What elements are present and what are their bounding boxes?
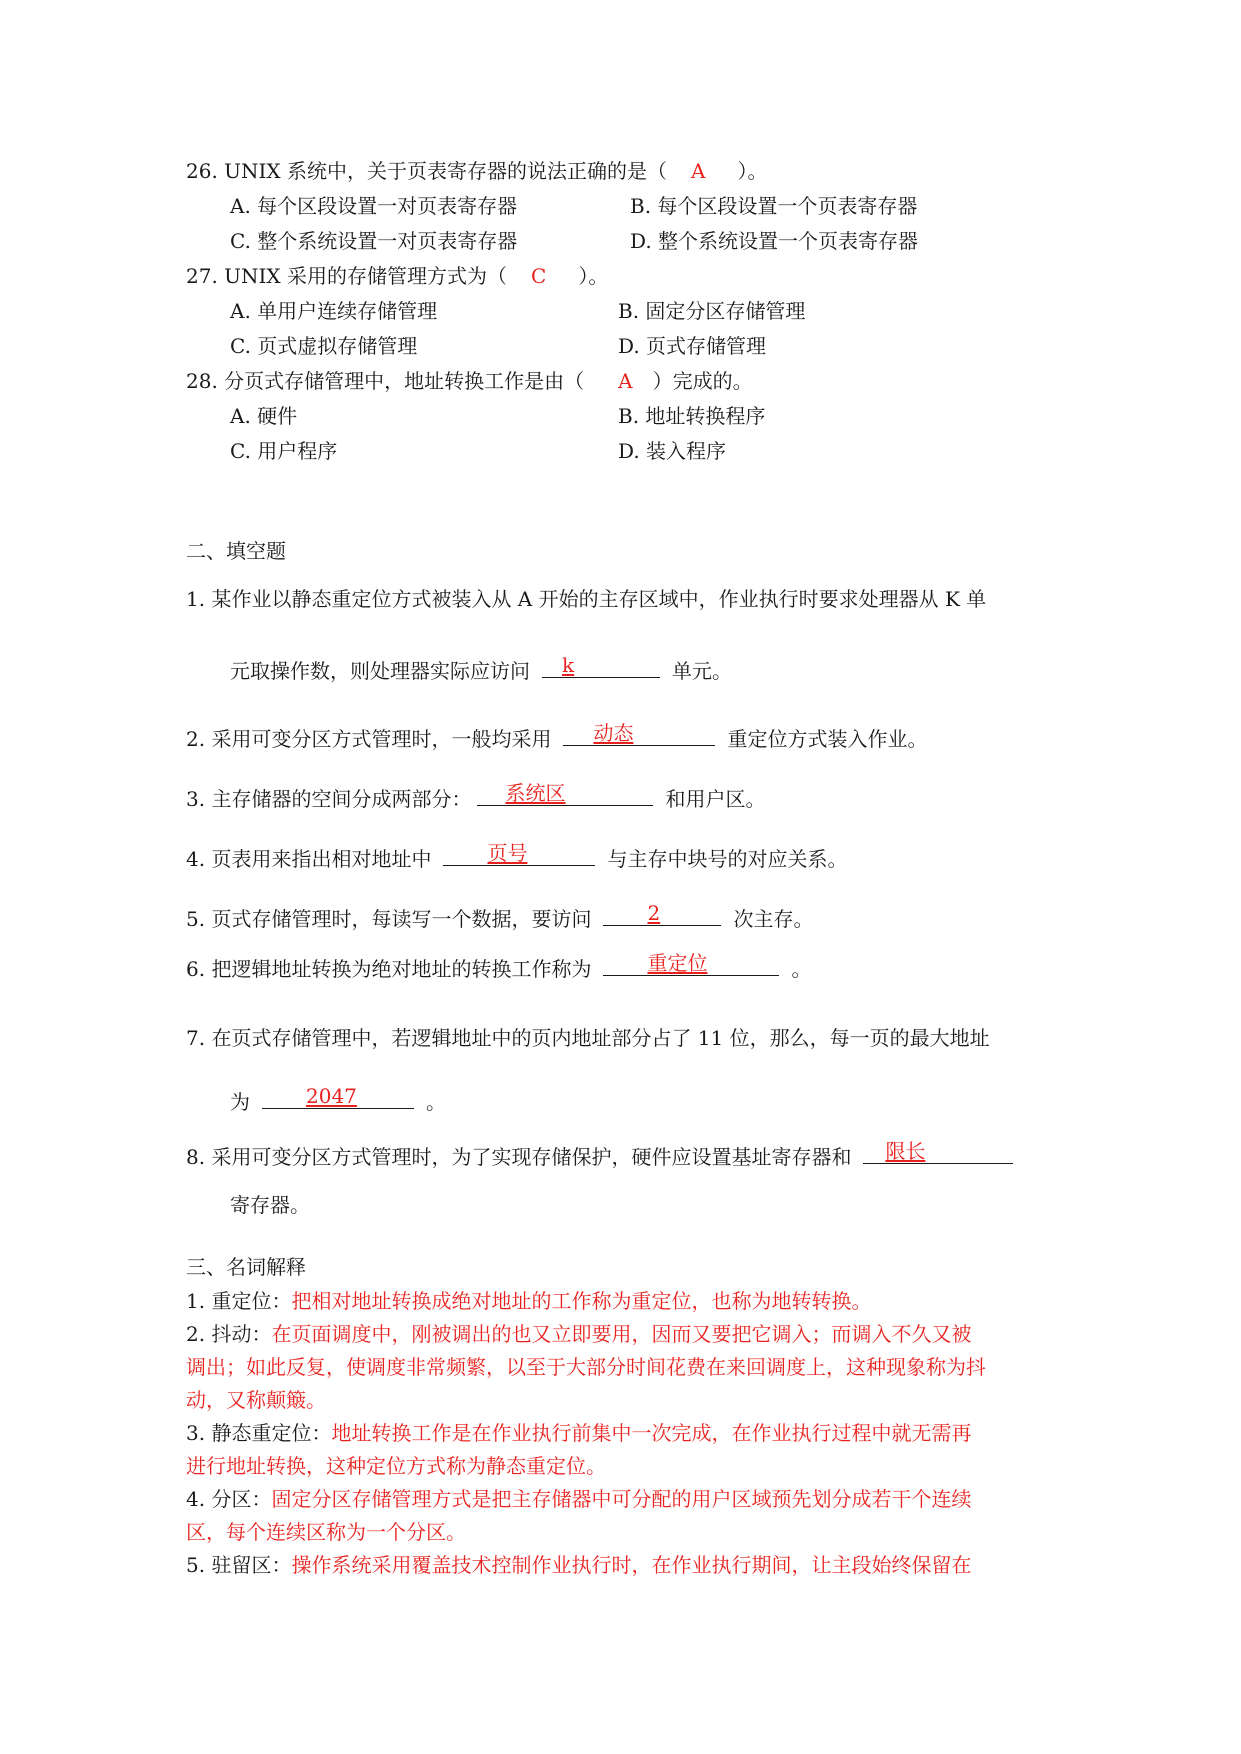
- fill-q1-blank: [542, 655, 660, 678]
- question-27-option-b: B. 固定分区存储管理: [618, 299, 806, 323]
- fill-q7-blank: [262, 1086, 414, 1109]
- fill-q5-answer: 2: [647, 901, 661, 925]
- question-28-stem: 28. 分页式存储管理中，地址转换工作是由（ A ）完成的。: [186, 369, 753, 393]
- question-28-answer: A: [618, 369, 633, 393]
- fill-q4: 4. 页表用来指出相对地址中 页号 与主存中块号的对应关系。: [186, 841, 848, 871]
- question-26-option-c: C. 整个系统设置一对页表寄存器: [230, 229, 518, 253]
- term-4-line2: 区，每个连续区称为一个分区。: [186, 1520, 466, 1544]
- question-26-option-d: D. 整个系统设置一个页表寄存器: [630, 229, 919, 253]
- fill-q8-line1: 8. 采用可变分区方式管理时，为了实现存储保护，硬件应设置基址寄存器和 限长: [186, 1141, 1013, 1167]
- term-1-text: 把相对地址转换成绝对地址的工作称为重定位，也称为地转转换。: [291, 1289, 872, 1313]
- fill-q7-line2: 为 2047 。: [230, 1084, 446, 1114]
- fill-q8-answer: 限长: [885, 1139, 926, 1163]
- fill-q8-blank: [863, 1141, 1013, 1164]
- term-1-line1: [186, 1291, 871, 1311]
- fill-q5-blank: [603, 903, 721, 926]
- fill-q3-answer: 系统区: [505, 781, 566, 805]
- term-4-line1: 4. 分区：固定分区存储管理方式是把主存储器中可分配的用户区域预先划分成若干个连续: [186, 1487, 972, 1511]
- fill-q5: 5. 页式存储管理时，每读写一个数据，要访问 2 次主存。: [186, 901, 814, 931]
- term-5-line1: 5. 驻留区：操作系统采用覆盖技术控制作业执行时，在作业执行期间，让主段始终保留在: [186, 1553, 972, 1577]
- fill-section-heading: 二、填空题: [186, 539, 286, 563]
- term-5-label: 5. 驻留区：: [186, 1553, 292, 1577]
- question-26-option-b: B. 每个区段设置一个页表寄存器: [630, 194, 918, 218]
- fill-q1-line1: 1. 某作业以静态重定位方式被装入从 A 开始的主存区域中，作业执行时要求处理器从 K 单: [186, 587, 987, 611]
- fill-q6-answer: 重定位: [647, 951, 708, 975]
- question-26-stem: 26. UNIX 系统中，关于页表寄存器的说法正确的是（ A ）。: [186, 159, 768, 183]
- question-28-option-c: C. 用户程序: [230, 439, 338, 463]
- question-28-option-a: A. 硬件: [230, 404, 298, 428]
- term-4-label: 4. 分区：: [186, 1487, 272, 1511]
- fill-q8-line2: 寄存器。: [230, 1193, 310, 1217]
- question-26-option-a: A. 每个区段设置一对页表寄存器: [230, 194, 518, 218]
- fill-q6-blank: [603, 953, 779, 976]
- term-2-label: 2. 抖动：: [186, 1322, 272, 1346]
- fill-q2-answer: 动态: [593, 721, 634, 745]
- fill-q1-answer: k: [562, 653, 575, 677]
- fill-q7-line1: 7. 在页式存储管理中，若逻辑地址中的页内地址部分占了 11 位，那么，每一页的最大地址: [186, 1026, 990, 1050]
- question-27-option-c: C. 页式虚拟存储管理: [230, 334, 418, 358]
- term-3-line1: 3. 静态重定位：地址转换工作是在作业执行前集中一次完成，在作业执行过程中就无需再: [186, 1421, 972, 1445]
- term-3-line2: 进行地址转换，这种定位方式称为静态重定位。: [186, 1454, 606, 1478]
- term-2-line1: 2. 抖动：在页面调度中，刚被调出的也又立即要用，因而又要把它调入；而调入不久又被: [186, 1322, 972, 1346]
- fill-q4-answer: 页号: [487, 841, 528, 865]
- question-28-option-b: B. 地址转换程序: [618, 404, 766, 428]
- question-27-answer: C: [531, 264, 547, 288]
- fill-q7-answer: 2047: [306, 1084, 357, 1108]
- fill-q1-line2: 元取操作数，则处理器实际应访问 k 单元。: [230, 653, 732, 683]
- fill-q3-blank: [477, 783, 653, 806]
- term-1-label: 1. 重定位：: [186, 1289, 292, 1313]
- term-2-line3: 动，又称颠簸。: [186, 1388, 326, 1412]
- term-2-line2: 调出；如此反复，使调度非常频繁，以至于大部分时间花费在来回调度上，这种现象称为抖: [186, 1355, 986, 1379]
- question-27-option-a: A. 单用户连续存储管理: [230, 299, 438, 323]
- fill-q6: 6. 把逻辑地址转换为绝对地址的转换工作称为 重定位 。: [186, 951, 812, 981]
- question-28-option-d: D. 装入程序: [618, 439, 727, 463]
- question-27-option-d: D. 页式存储管理: [618, 334, 767, 358]
- fill-q2-blank: [563, 723, 715, 746]
- term-3-label: 3. 静态重定位：: [186, 1421, 332, 1445]
- question-26-answer: A: [691, 159, 706, 183]
- terms-section-heading: 三、名词解释: [186, 1255, 306, 1279]
- question-27-stem: 27. UNIX 采用的存储管理方式为（ C ）。: [186, 264, 609, 288]
- fill-q3: 3. 主存储器的空间分成两部分： 系统区 和用户区。: [186, 781, 766, 811]
- fill-q2: 2. 采用可变分区方式管理时，一般均采用 动态 重定位方式装入作业。: [186, 721, 928, 751]
- fill-q4-blank: [443, 843, 595, 866]
